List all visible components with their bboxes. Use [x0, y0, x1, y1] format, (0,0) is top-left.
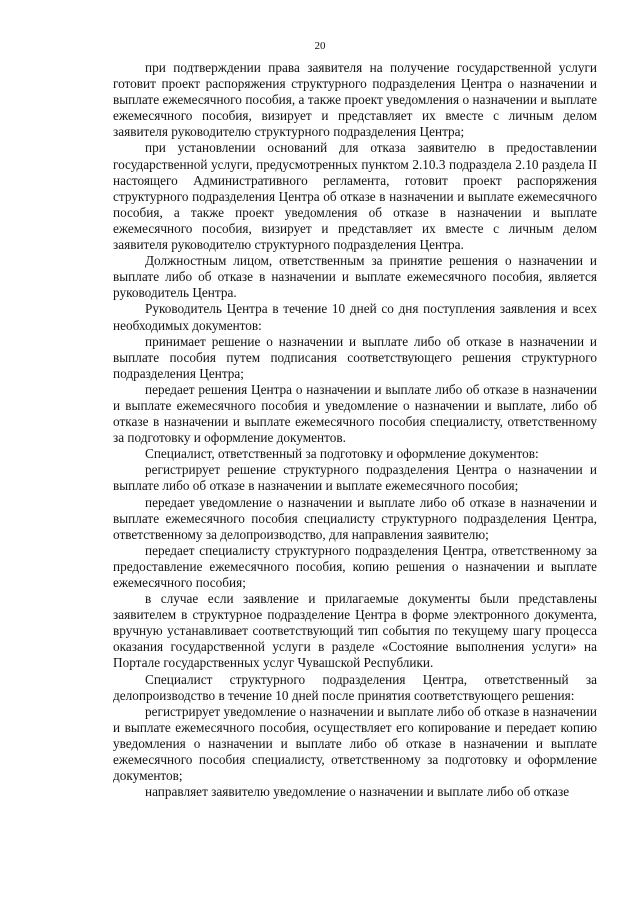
paragraph: Специалист структурного подразделения Центра, ответственный за делопроизводство в течение 10 дней после принятия соответствующего решения:	[113, 671, 597, 703]
paragraph: передает решения Центра о назначении и выплате либо об отказе в назначении и выплате ежемесячного пособия и уведомление о назначении и выплате, либо об отказе в назначении и выплате ежемесячного пособия специалисту, ответственному за подготовку и оформление документов.	[113, 381, 597, 446]
paragraph: Специалист, ответственный за подготовку и оформление документов:	[145, 446, 539, 462]
paragraph: передает уведомление о назначении и выплате либо об отказе в назначении и выплате ежемесячного пособия специалисту структурного подразделения Центра, ответственному за делопроизводство, для направления заявителю;	[113, 494, 597, 542]
paragraph: Руководитель Центра в течение 10 дней со дня поступления заявления и всех необходимых документов:	[113, 301, 597, 333]
paragraph: при установлении оснований для отказа заявителю в предоставлении государственной услуги, предусмотренных пунктом 2.10.3 подраздела 2.10 раздела II настоящего Административного регламента, готовит проект распоряжения структурного подразделения Центра об отказе в назначении и выплате ежемесячного пособия, а также проект уведомления об отказе в назначении и выплате ежемесячного пособия, визирует и представляет их вместе с личным делом заявителя руководителю структурного подразделения Центра.	[113, 140, 597, 253]
paragraph: принимает решение о назначении и выплате либо об отказе в назначении и выплате пособия путем подписания соответствующего решения структурного подразделения Центра;	[113, 333, 597, 381]
document-body	[113, 60, 597, 800]
paragraph: регистрирует решение структурного подразделения Центра о назначении и выплате либо об отказе в назначении и выплате ежемесячного пособия;	[113, 462, 597, 494]
paragraph: при подтверждении права заявителя на получение государственной услуги готовит проект распоряжения структурного подразделения Центра о назначении и выплате ежемесячного пособия, а также проект уведомления о назначении и выплате ежемесячного пособия, визирует и представляет их вместе с личным делом заявителя руководителю структурного подразделения Центра;	[113, 60, 597, 140]
paragraph: Должностным лицом, ответственным за принятие решения о назначении и выплате либо об отказе в назначении и выплате ежемесячного пособия, является руководитель Центра.	[113, 253, 597, 301]
paragraph: передает специалисту структурного подразделения Центра, ответственному за предоставление ежемесячного пособия, копию решения о назначении и выплате ежемесячного пособия;	[113, 542, 597, 590]
paragraph: направляет заявителю уведомление о назначении и выплате либо об отказе	[145, 784, 570, 800]
paragraph: регистрирует уведомление о назначении и выплате либо об отказе в назначении и выплате ежемесячного пособия, осуществляет его копирование и передает копию уведомления о назначении и выплате либо об отказе в назначении и выплате ежемесячного пособия специалисту, ответственному за подготовку и оформление документов;	[113, 703, 597, 784]
paragraph: в случае если заявление и прилагаемые документы были представлены заявителем в структурное подразделение Центра в форме электронного документа, вручную устанавливает соответствующий тип события по текущему шагу процесса оказания государственной услуги в разделе «Состояние выполнения услуги» на Портале государственных услуг Чувашской Республики.	[113, 591, 597, 671]
page-number: 20	[314, 40, 326, 52]
